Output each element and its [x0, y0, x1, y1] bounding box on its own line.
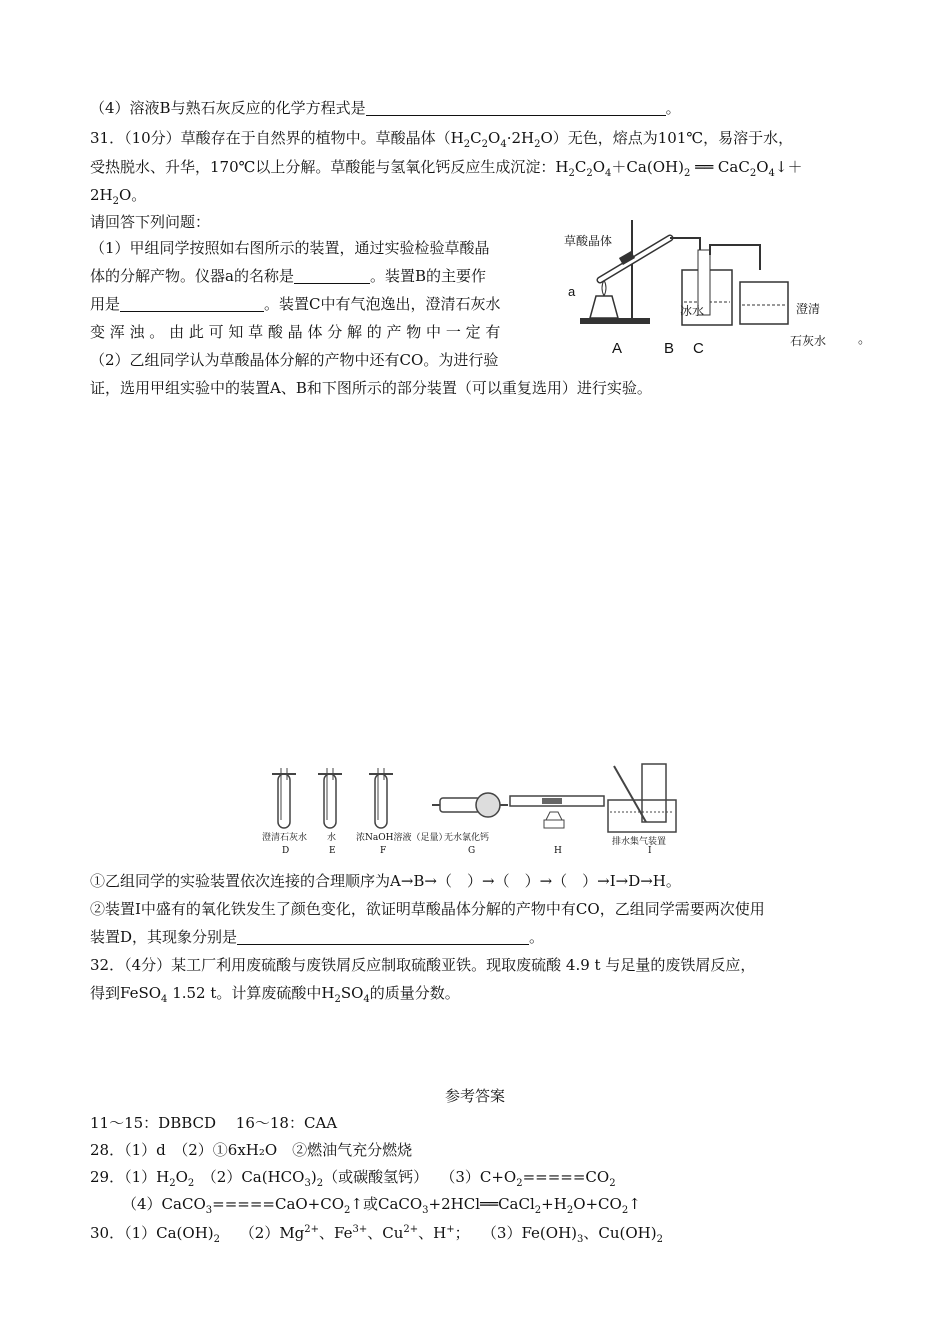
apparatus-di-figure — [262, 760, 694, 860]
drying-tube-g — [440, 798, 480, 812]
label-e: E — [329, 846, 336, 856]
beaker-c — [740, 282, 788, 324]
q31-intro-line-2: 受热脱水、升华，170℃以上分解。草酸能与氢氧化钙反应生成沉淀：$H_2C_2O_4+Ca(OH)_2$ ══ $CaC_2O_4↓+$ — [90, 158, 803, 179]
stand-base — [580, 318, 650, 324]
caption-f: 浓NaOH溶液（足量） — [356, 833, 448, 843]
instrument-a-name-blank[interactable] — [294, 267, 370, 284]
phenomena-blank[interactable] — [237, 928, 529, 945]
device-label-b: B — [664, 340, 675, 357]
alcohol-lamp — [590, 296, 618, 318]
answer-line-1: 11～15：DBBCD 16～18：CAA — [90, 1114, 338, 1132]
q30-part4-answer-blank[interactable] — [366, 99, 666, 116]
q31-prompt: 请回答下列问题： — [90, 213, 211, 231]
q30-part4-end: 。 — [665, 99, 681, 117]
test-tube-f — [375, 774, 387, 828]
test-tube-d — [278, 774, 290, 828]
q31-part1-line-2: 体的分解产物。仪器a的名称是 。装置B的主要作 — [90, 267, 486, 285]
label-f: F — [380, 846, 387, 856]
limewater-label-1: 澄清 — [796, 302, 821, 316]
q31-sub1: ①乙组同学的实验装置依次连接的合理顺序为A→B→（ ）→（ ）→（ ）→I→D→H。 — [90, 872, 681, 890]
gas-jar-i — [642, 764, 666, 822]
q31-intro-line-1: 31．（10分）草酸存在于自然界的植物中。草酸晶体$(H_2C_2O_4\cdot 2H_2O)$无色，熔点为101℃，易溶于水， — [90, 129, 794, 150]
q31-part1-line-3: 用是 。装置C中有气泡逸出，澄清石灰水 — [90, 295, 501, 313]
q31-part1-line-1: （1）甲组同学按照如右图所示的装置，通过实验检验草酸晶 — [90, 239, 490, 257]
label-h: H — [554, 846, 562, 856]
q31-sub2-line-1: ②装置I中盛有的氧化铁发生了颜色变化，欲证明草酸晶体分解的产物中有CO，乙组同学需要两次使用 — [90, 900, 765, 918]
label-d: D — [282, 846, 290, 856]
q31-part2-line-1: （2）乙组同学认为草酸晶体分解的产物中还有CO。为进行验 — [90, 351, 499, 369]
device-label-a: A — [612, 340, 623, 357]
connecting-tube-ab — [670, 238, 700, 250]
answers-title: 参考答案 — [444, 1087, 505, 1105]
q31-sub2-line-2: 装置D，其现象分别是 。 — [90, 928, 545, 946]
caption-d: 澄清石灰水 — [262, 833, 308, 843]
device-b-purpose-blank[interactable] — [120, 295, 264, 312]
device-label-c: C — [693, 340, 704, 357]
instrument-a-label: a — [568, 284, 576, 299]
caption-g: 无水氯化钙 — [444, 833, 490, 843]
limewater-label-2: 石灰水 — [790, 334, 827, 348]
label-g: G — [468, 846, 476, 856]
fig1-period: 。 — [858, 332, 872, 347]
connecting-tube-bc — [710, 245, 760, 270]
answer-line-5: 30．$(1)Ca(OH)_2$ $(2)Mg^{2+}$、$Fe^{3+}$、$Cu^{2+}$、H+； $(3)Fe(OH)_3$、$Cu(OH)_2$ — [90, 1224, 663, 1245]
q30-part4-text: （4）溶液B与熟石灰反应的化学方程式是 — [90, 99, 366, 117]
q30-part4-line — [90, 98, 681, 118]
crystal-label: 草酸晶体 — [564, 234, 613, 248]
apparatus-abc-figure — [560, 210, 870, 365]
caption-i: 排水集气装置 — [612, 837, 667, 847]
answer-line-2: 28．（1）d （2）①6xH₂O ②燃油气充分燃烧 — [90, 1141, 413, 1159]
q32-line-1: 32．（4分）某工厂利用废硫酸与废铁屑反应制取硫酸亚铁。现取废硫酸 4.9 t 与足量的废铁屑反应， — [90, 956, 756, 974]
q31-part1-line-4: 变 浑 浊 。 由 此 可 知 草 酸 晶 体 分 解 的 产 物 中 一 定 有 — [90, 323, 501, 341]
answer-line-3: 29．$(1)H_2O_2$ $(2)Ca(HCO_3)_2$（或碳酸氢钙） $(3)C+O_2=====CO_2$ — [90, 1168, 616, 1189]
label-i: I — [648, 846, 652, 856]
q32-line-2: 得到FeSO$_4$ 1.52 t。计算废硫酸中$H_2SO_4$的质量分数。 — [90, 984, 460, 1005]
q31-intro-line-3: $2H_2O$。 — [90, 186, 147, 207]
caption-e: 水 — [327, 833, 337, 843]
q31-part2-line-2: 证，选用甲组实验中的装置A、B和下图所示的部分装置（可以重复选用）进行实验。 — [90, 379, 652, 397]
answer-line-4: $(4)CaCO_3=====CaO+CO_2↑$或$CaCO_3+2HCl══CaCl_2+H_2O+CO_2↑$ — [122, 1195, 641, 1216]
test-tube-e — [324, 774, 336, 828]
ice-water-label: 冰水 — [680, 304, 705, 318]
